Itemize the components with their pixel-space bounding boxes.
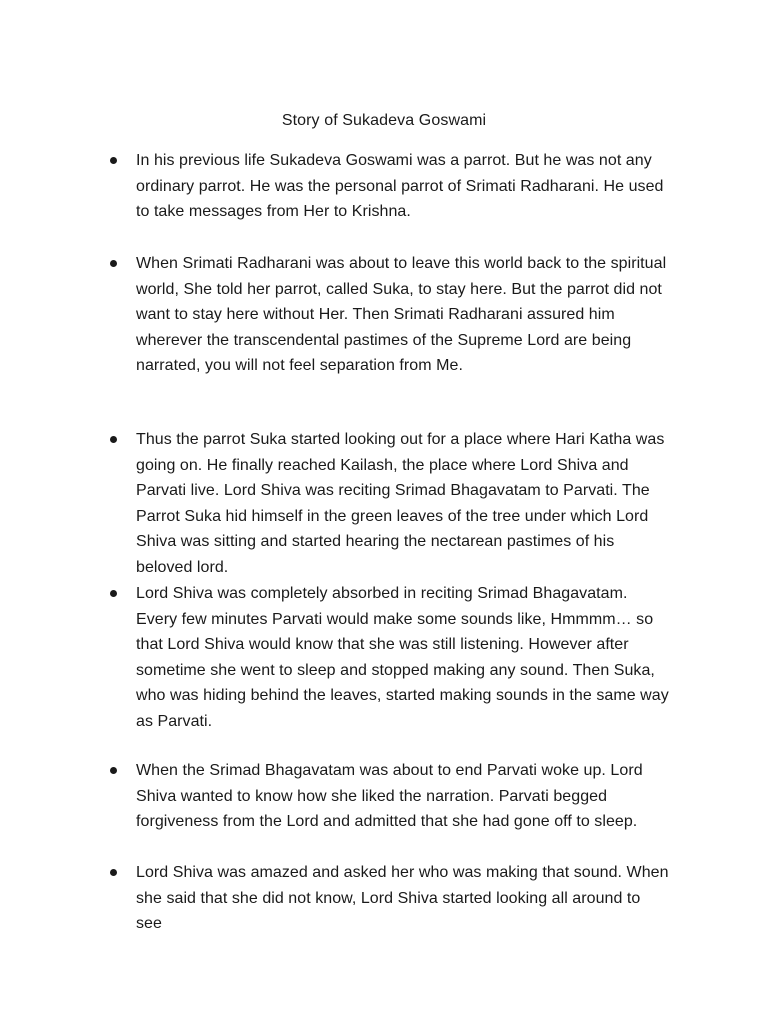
bullet-icon bbox=[110, 767, 117, 774]
document-title: Story of Sukadeva Goswami bbox=[281, 112, 487, 129]
list-item-text: Lord Shiva was completely absorbed in reciting Srimad Bhagavatam. Every few minutes Parvati would make some sounds like, Hmmmm… so that Lord Shiva would know that she was still listening. However after sometime she went to sleep and stopped making any sound. Then Suka, who was hiding behind the leaves, started making sounds in the same way as Parvati. bbox=[136, 585, 669, 730]
bullet-icon bbox=[110, 157, 117, 164]
bullet-icon bbox=[110, 260, 117, 267]
bullet-icon bbox=[110, 869, 117, 876]
list-item-text: When Srimati Radharani was about to leave this world back to the spiritual world, She told her parrot, called Suka, to stay here. But the parrot did not want to stay here without Her. Then Srimati Radharani assured him wherever the transcendental pastimes of the Supreme Lord are being narrated, you will not feel separation from Me. bbox=[136, 255, 667, 375]
list-item-text: Lord Shiva was amazed and asked her who was making that sound. When she said that she did not know, Lord Shiva started looking all around to see bbox=[136, 864, 669, 933]
bullet-icon bbox=[110, 590, 117, 597]
list-item-text: When the Srimad Bhagavatam was about to end Parvati woke up. Lord Shiva wanted to know how she liked the narration. Parvati begged forgiveness from the Lord and admitted that she had gone off to sleep. bbox=[136, 762, 643, 831]
list-item-text: In his previous life Sukadeva Goswami was a parrot. But he was not any ordinary parrot. He was the personal parrot of Srimati Radharani. He used to take messages from Her to Krishna. bbox=[136, 152, 664, 221]
bullet-icon bbox=[110, 436, 117, 443]
list-item-text: Thus the parrot Suka started looking out for a place where Hari Katha was going on. He finally reached Kailash, the place where Lord Shiva and Parvati live. Lord Shiva was reciting Srimad Bhagavatam to Parvati. The Parrot Suka hid himself in the green leaves of the tree under which Lord Shiva was sitting and started hearing the nectarean pastimes of his beloved lord. bbox=[136, 431, 665, 576]
